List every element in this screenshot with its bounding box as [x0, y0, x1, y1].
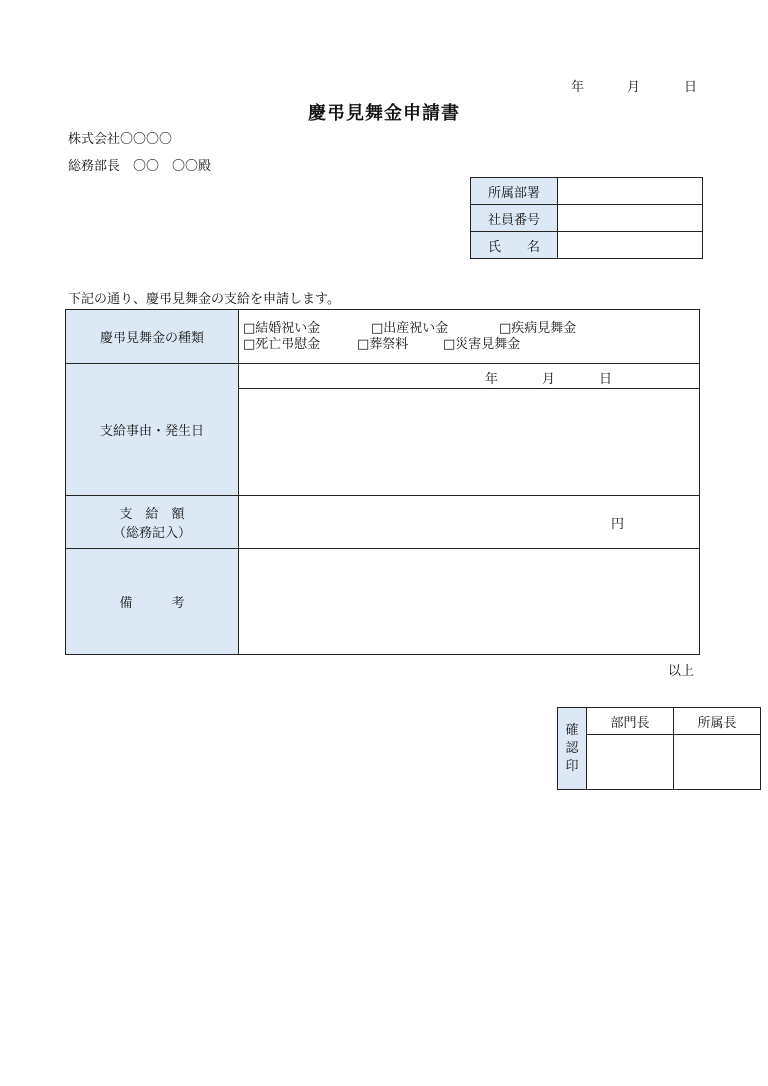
reason-year: 年 [485, 372, 499, 387]
employee-no-field[interactable] [558, 205, 703, 232]
amount-label [66, 496, 239, 549]
reason-day: 日 [599, 372, 613, 387]
amount-label-sub: （総務記入） [112, 526, 191, 541]
amount-unit: 円 [611, 517, 625, 532]
approval-table [557, 707, 761, 790]
page-title: 慶弔見舞金申請書 [308, 103, 460, 124]
approval-side-label [558, 708, 587, 790]
intro-text: 下記の通り、慶弔見舞金の支給を申請します。 [68, 292, 340, 307]
reason-label: 支給事由・発生日 [66, 364, 239, 496]
option-death[interactable]: □死亡弔慰金 [243, 336, 321, 352]
remarks-field[interactable] [239, 549, 700, 655]
option-birth[interactable]: □出産祝い金 [371, 320, 449, 336]
stamp-box-dept-manager[interactable] [587, 735, 674, 790]
name-label: 氏 名 [471, 232, 558, 259]
stamp-box-section-manager[interactable] [674, 735, 761, 790]
company-name: 株式会社〇〇〇〇 [68, 132, 173, 147]
remarks-label: 備 考 [66, 549, 239, 655]
option-funeral[interactable]: □葬祭料 [357, 336, 409, 352]
reason-date-row[interactable] [239, 364, 699, 389]
option-illness[interactable]: □疾病見舞金 [499, 320, 577, 336]
amount-label-main: 支 給 額 [119, 507, 185, 522]
department-field[interactable] [558, 178, 703, 205]
option-marriage[interactable]: □結婚祝い金 [243, 320, 321, 336]
type-options [239, 310, 700, 364]
approval-head-dept-manager: 部門長 [587, 708, 674, 735]
approval-side-char-3: 印 [565, 758, 579, 774]
approval-side-char-2: 認 [565, 740, 579, 756]
application-table [65, 309, 700, 655]
approval-side-char-1: 確 [565, 722, 579, 738]
reason-month: 月 [542, 372, 556, 387]
approval-head-section-manager: 所属長 [674, 708, 761, 735]
department-label: 所属部署 [471, 178, 558, 205]
type-label: 慶弔見舞金の種類 [66, 310, 239, 364]
applicant-table [470, 177, 703, 259]
reason-field[interactable] [239, 389, 699, 493]
option-disaster[interactable]: □災害見舞金 [443, 336, 521, 352]
date-day: 日 [684, 80, 698, 95]
recipient-name: 総務部長 〇〇 〇〇殿 [68, 159, 212, 174]
reason-cell [239, 364, 700, 496]
amount-field[interactable] [239, 496, 700, 549]
name-field[interactable] [558, 232, 703, 259]
date-year: 年 [571, 80, 585, 95]
employee-no-label: 社員番号 [471, 205, 558, 232]
closing-text: 以上 [668, 664, 695, 679]
date-month: 月 [627, 80, 641, 95]
